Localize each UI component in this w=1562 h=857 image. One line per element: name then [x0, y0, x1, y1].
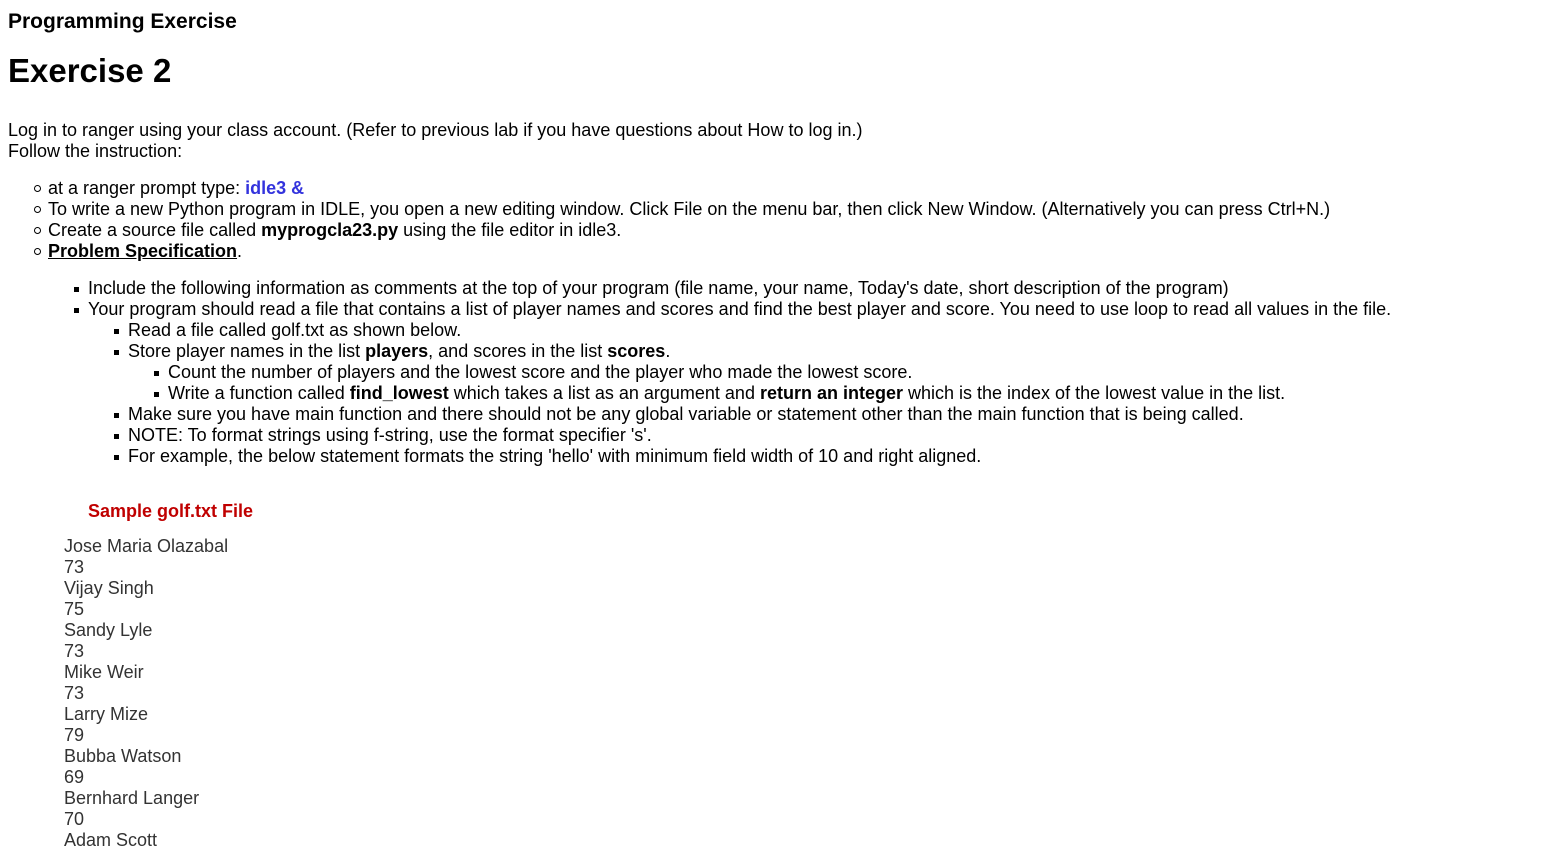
- spec-read-file-text: Your program should read a file that contains a list of player names and scores and find the best player and score. You need to use loop to read all values in the file.: [88, 299, 1392, 319]
- golf-file-line: 73: [64, 683, 85, 703]
- intro-follow-text: Follow the instruction:: [8, 141, 183, 161]
- spec-item-read-file: [88, 299, 1554, 467]
- spec-sublist: [88, 320, 1554, 467]
- golf-file-line: Vijay Singh: [64, 578, 154, 598]
- golf-file-line: 73: [64, 641, 85, 661]
- spec-item-main: [128, 404, 1554, 425]
- spec-main-text: Make sure you have main function and there should not be any global variable or statement other than the main function that is being called.: [128, 404, 1244, 424]
- site-title: Programming Exercise: [8, 10, 237, 33]
- step-source-prefix: Create a source file called: [48, 220, 262, 240]
- page-title: Exercise 2: [8, 52, 172, 89]
- spec-func-mid: which takes a list as an argument and: [448, 383, 760, 403]
- spec-item-count: [168, 362, 1554, 383]
- step-spec: [48, 241, 1554, 262]
- golf-file-line: 73: [64, 557, 85, 577]
- spec-comments-text: Include the following information as comments at the top of your program (file name, your name, Today's date, short description of the program): [88, 278, 1229, 298]
- prompt-command: idle3 &: [245, 178, 305, 198]
- spec-item-comments: [88, 278, 1554, 299]
- intro-login-text: Log in to ranger using your class account. (Refer to previous lab if you have questions about How to log in.): [8, 120, 863, 140]
- spec-store-prefix: Store player names in the list: [128, 341, 366, 361]
- golf-file-line: 75: [64, 599, 85, 619]
- golf-file-contents: [64, 536, 1554, 851]
- function-name: find_lowest: [349, 383, 449, 403]
- source-filename: myprogcla23.py: [261, 220, 399, 240]
- golf-file-line: Larry Mize: [64, 704, 149, 724]
- golf-file-line: Sandy Lyle: [64, 620, 153, 640]
- spec-store-mid: , and scores in the list: [428, 341, 608, 361]
- spec-store-suffix: .: [665, 341, 671, 361]
- spec-read-golf-text: Read a file called golf.txt as shown below.: [128, 320, 462, 340]
- spec-count-text: Count the number of players and the lowest score and the player who made the lowest score.: [168, 362, 913, 382]
- golf-file-line: Bernhard Langer: [64, 788, 200, 808]
- spec-store-sublist: [128, 362, 1554, 404]
- step-prompt: [48, 178, 1554, 199]
- spec-item-function: [168, 383, 1554, 404]
- spec-item-read-golf: [128, 320, 1554, 341]
- golf-file-line: Bubba Watson: [64, 746, 182, 766]
- step-prompt-text: at a ranger prompt type:: [48, 178, 246, 198]
- spec-item-note: [128, 425, 1554, 446]
- function-return: return an integer: [759, 383, 903, 403]
- spec-list: [8, 278, 1554, 467]
- step-source-file: [48, 220, 1554, 241]
- spec-item-example: [128, 446, 1554, 467]
- scores-list-name: scores: [607, 341, 666, 361]
- step-spec-suffix: .: [237, 241, 243, 261]
- golf-file-line: 79: [64, 725, 85, 745]
- step-new-window: [48, 199, 1554, 220]
- step-source-suffix: using the file editor in idle3.: [398, 220, 622, 240]
- golf-file-line: Mike Weir: [64, 662, 144, 682]
- golf-file-line: Adam Scott: [64, 830, 158, 850]
- spec-item-store: [128, 341, 1554, 404]
- spec-func-suffix: which is the index of the lowest value in the list.: [902, 383, 1286, 403]
- players-list-name: players: [365, 341, 429, 361]
- spec-func-prefix: Write a function called: [168, 383, 350, 403]
- sample-file-heading: Sample golf.txt File: [88, 501, 254, 521]
- golf-file-line: 70: [64, 809, 85, 829]
- golf-file-line: 69: [64, 767, 85, 787]
- spec-example-text: For example, the below statement formats the string 'hello' with minimum field width of 10 and right aligned.: [128, 446, 982, 466]
- intro: [8, 120, 1554, 162]
- steps-list: [8, 178, 1554, 262]
- spec-note-text: NOTE: To format strings using f-string, use the format specifier 's'.: [128, 425, 652, 445]
- golf-file-line: Jose Maria Olazabal: [64, 536, 229, 556]
- step-new-window-text: To write a new Python program in IDLE, you open a new editing window. Click File on the menu bar, then click New Window. (Alternatively you can press Ctrl+N.): [48, 199, 1331, 219]
- problem-specification-link[interactable]: Problem Specification: [48, 241, 238, 261]
